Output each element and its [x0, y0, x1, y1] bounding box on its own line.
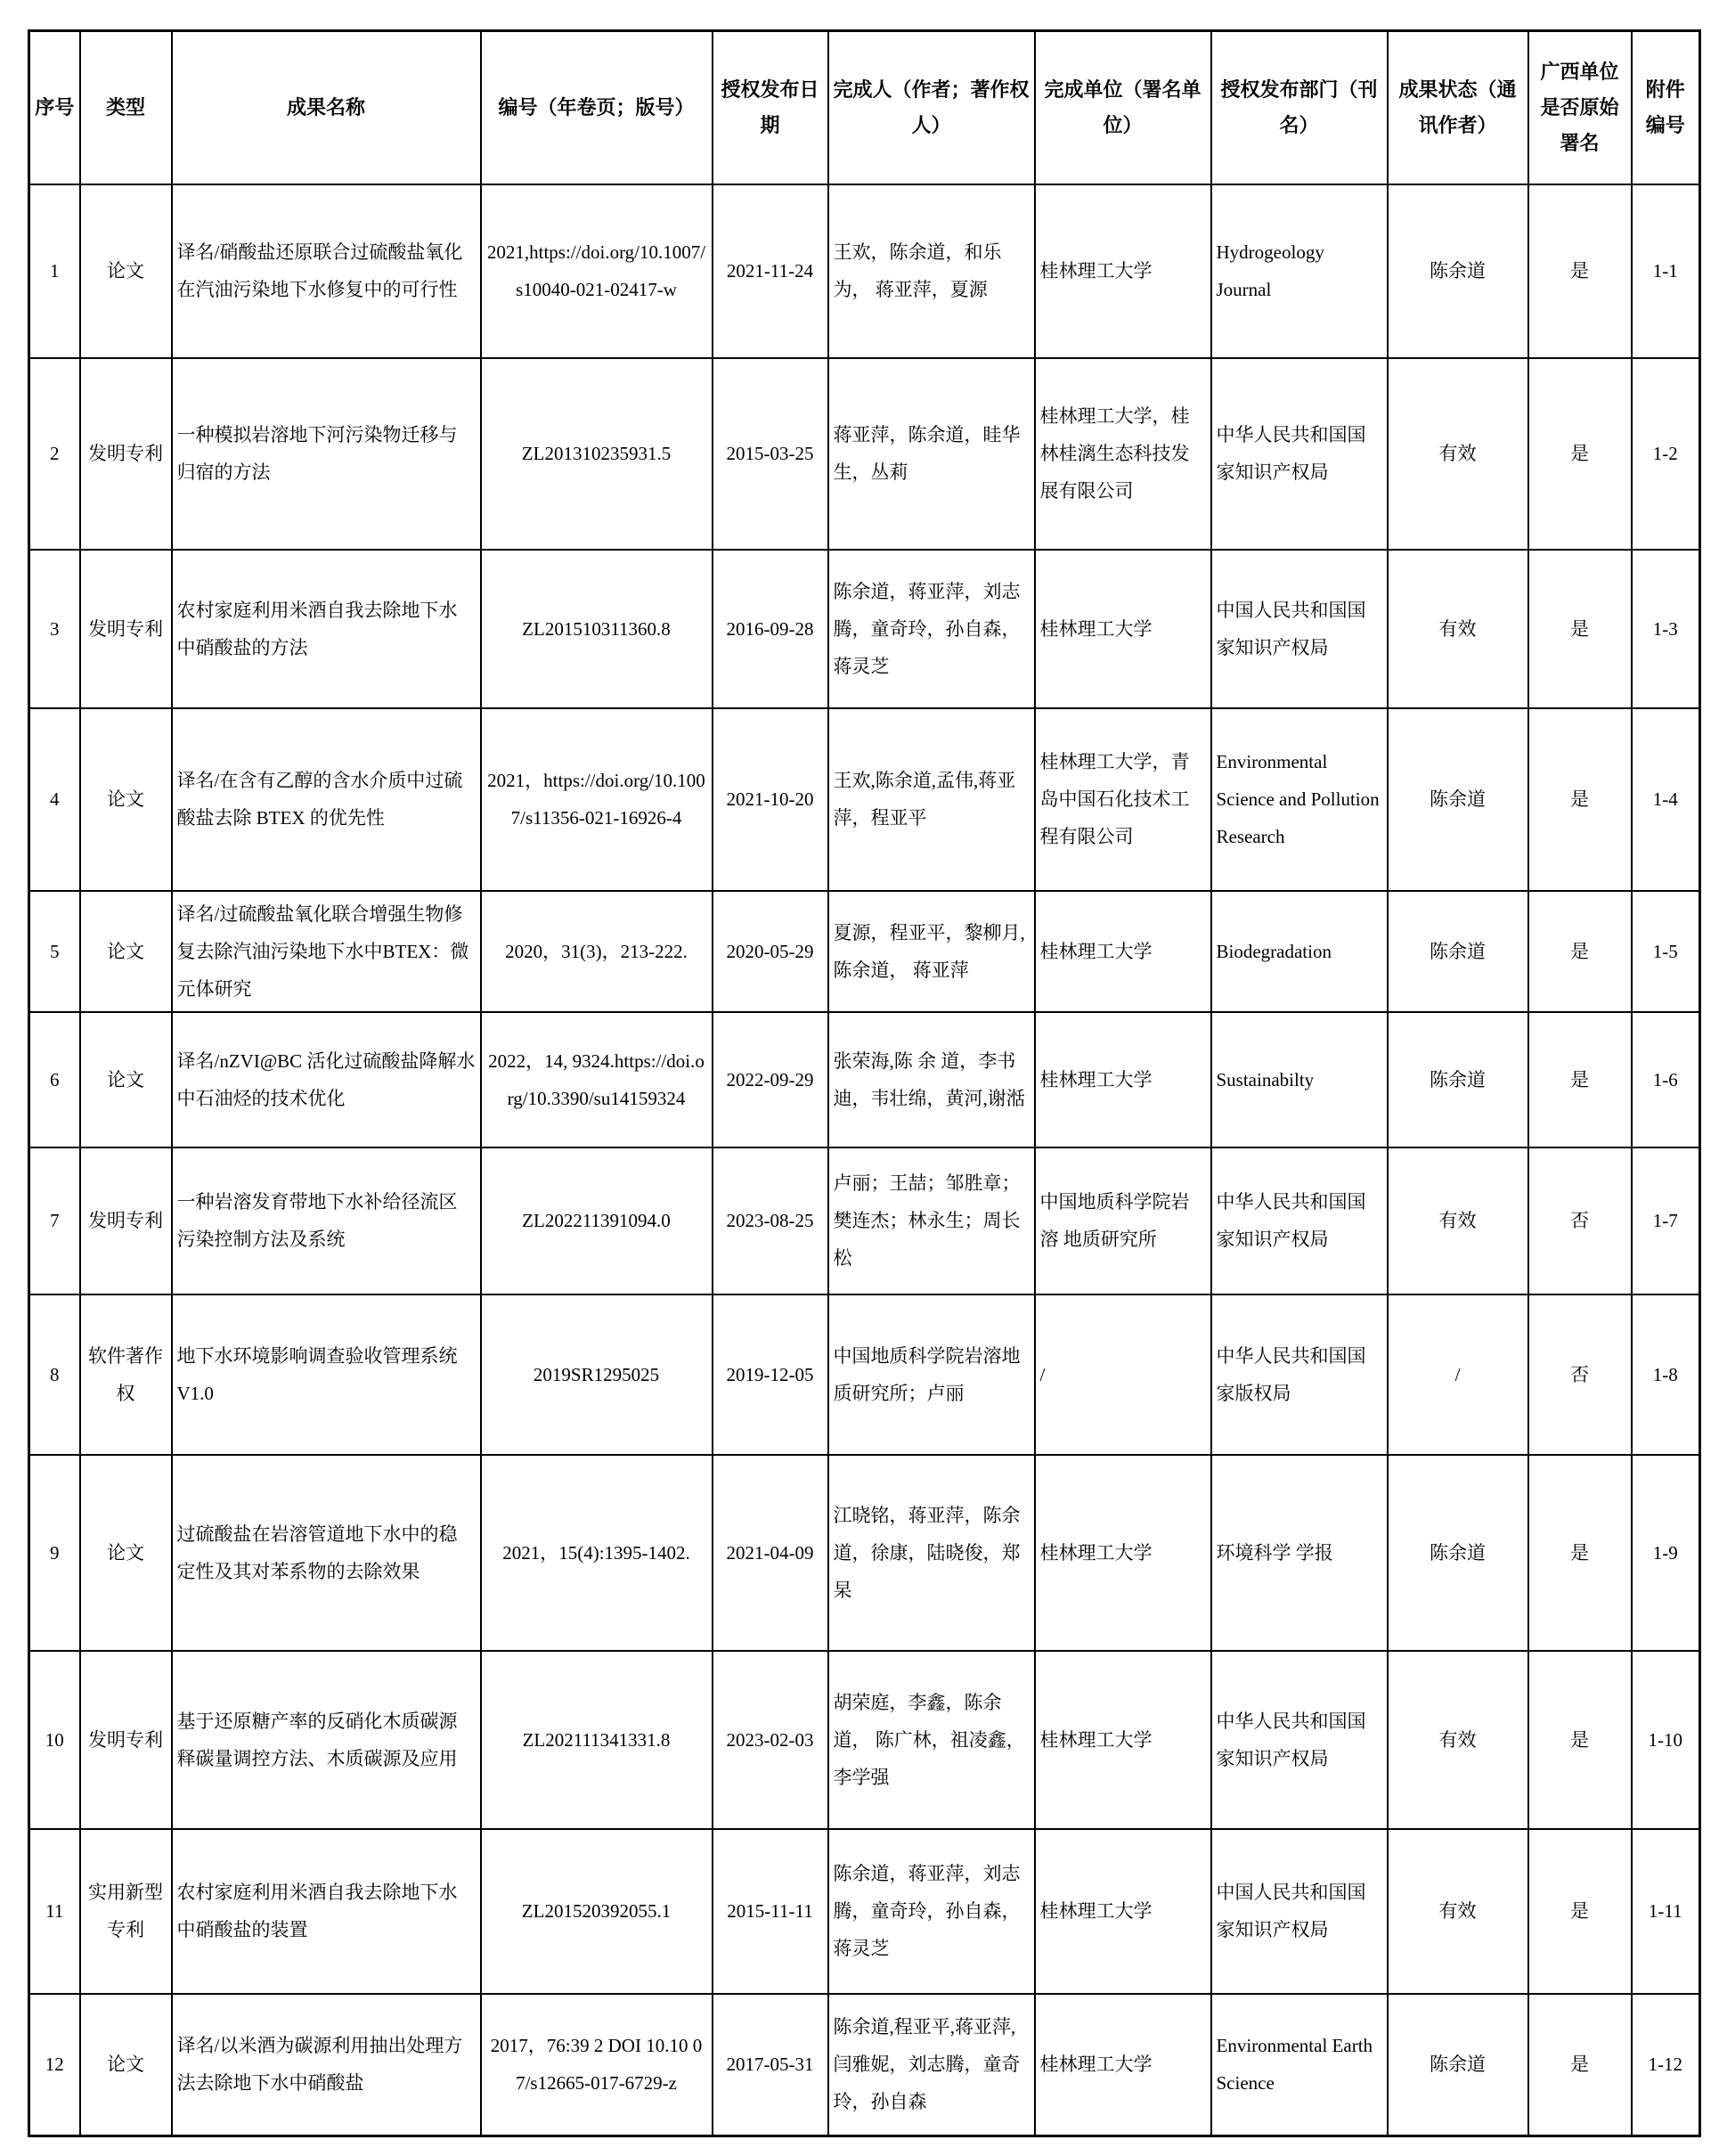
cell-guangxi: 否: [1528, 1147, 1632, 1294]
cell-name: 基于还原糖产率的反硝化木质碳源释碳量调控方法、木质碳源及应用: [172, 1651, 481, 1829]
cell-authors: 蒋亚萍，陈余道，眭华生，丛莉: [828, 358, 1035, 550]
cell-status: 陈余道: [1388, 708, 1528, 891]
cell-attachment: 1-9: [1632, 1455, 1700, 1651]
cell-name: 农村家庭利用米酒自我去除地下水中硝酸盐的装置: [172, 1829, 481, 1994]
cell-status: 陈余道: [1388, 1012, 1528, 1147]
cell-authors: 夏源，程亚平，黎柳月,陈余道， 蒋亚萍: [828, 891, 1035, 1012]
cell-number: 2022，14, 9324.https://doi.org/10.3390/su14159324: [481, 1012, 713, 1147]
cell-attachment: 1-7: [1632, 1147, 1700, 1294]
header-type: 类型: [80, 31, 172, 184]
table-row: [29, 184, 1700, 358]
table-row: [29, 358, 1700, 550]
table-row: [29, 708, 1700, 891]
cell-authors: 中国地质科学院岩溶地质研究所；卢丽: [828, 1294, 1035, 1455]
cell-name: 一种模拟岩溶地下河污染物迁移与归宿的方法: [172, 358, 481, 550]
header-authors: 完成人（作者；著作权人）: [828, 31, 1035, 184]
cell-department: 环境科学 学报: [1211, 1455, 1388, 1651]
cell-attachment: 1-11: [1632, 1829, 1700, 1994]
cell-authors: 王欢，陈余道，和乐为， 蒋亚萍，夏源: [828, 184, 1035, 358]
cell-no: 4: [29, 708, 80, 891]
cell-authors: 陈余道,程亚平,蒋亚萍,闫雅妮，刘志腾，童奇玲，孙自森: [828, 1994, 1035, 2136]
cell-date: 2023-02-03: [713, 1651, 828, 1829]
cell-name: 译名/过硫酸盐氧化联合增强生物修复去除汽油污染地下水中BTEX：微元体研究: [172, 891, 481, 1012]
cell-units: 桂林理工大学: [1035, 550, 1211, 708]
cell-authors: 江晓铭，蒋亚萍，陈余道，徐康，陆晓俊，郑杲: [828, 1455, 1035, 1651]
cell-units: 桂林理工大学: [1035, 1651, 1211, 1829]
cell-no: 5: [29, 891, 80, 1012]
cell-units: 桂林理工大学: [1035, 1455, 1211, 1651]
cell-date: 2021-10-20: [713, 708, 828, 891]
cell-units: 桂林理工大学: [1035, 1012, 1211, 1147]
cell-attachment: 1-2: [1632, 358, 1700, 550]
cell-guangxi: 是: [1528, 891, 1632, 1012]
cell-department: Biodegradation: [1211, 891, 1388, 1012]
cell-authors: 陈余道，蒋亚萍，刘志腾，童奇玲，孙自森， 蒋灵芝: [828, 1829, 1035, 1994]
cell-type: 论文: [80, 1012, 172, 1147]
cell-attachment: 1-1: [1632, 184, 1700, 358]
cell-no: 12: [29, 1994, 80, 2136]
cell-name: 一种岩溶发育带地下水补给径流区污染控制方法及系统: [172, 1147, 481, 1294]
cell-number: 2017，76:39 2 DOI 10.10 07/s12665-017-6729-z: [481, 1994, 713, 2136]
table-row: [29, 1294, 1700, 1455]
cell-type: 发明专利: [80, 550, 172, 708]
cell-type: 发明专利: [80, 1651, 172, 1829]
cell-type: 论文: [80, 1455, 172, 1651]
cell-guangxi: 是: [1528, 184, 1632, 358]
cell-department: 中华人民共和国国家知识产权局: [1211, 1651, 1388, 1829]
cell-date: 2015-11-11: [713, 1829, 828, 1994]
cell-guangxi: 是: [1528, 1829, 1632, 1994]
cell-no: 6: [29, 1012, 80, 1147]
cell-attachment: 1-3: [1632, 550, 1700, 708]
cell-name: 译名/nZVI@BC 活化过硫酸盐降解水中石油烃的技术优化: [172, 1012, 481, 1147]
cell-number: ZL202111341331.8: [481, 1651, 713, 1829]
cell-status: 有效: [1388, 550, 1528, 708]
cell-date: 2023-08-25: [713, 1147, 828, 1294]
cell-name: 农村家庭利用米酒自我去除地下水中硝酸盐的方法: [172, 550, 481, 708]
cell-attachment: 1-5: [1632, 891, 1700, 1012]
cell-name: 译名/硝酸盐还原联合过硫酸盐氧化在汽油污染地下水修复中的可行性: [172, 184, 481, 358]
cell-date: 2021-04-09: [713, 1455, 828, 1651]
cell-guangxi: 是: [1528, 550, 1632, 708]
header-number: 编号（年卷页；版号）: [481, 31, 713, 184]
cell-units: 桂林理工大学: [1035, 1829, 1211, 1994]
cell-attachment: 1-6: [1632, 1012, 1700, 1147]
cell-department: Hydrogeology Journal: [1211, 184, 1388, 358]
cell-number: 2020，31(3)，213-222.: [481, 891, 713, 1012]
cell-guangxi: 是: [1528, 358, 1632, 550]
cell-type: 论文: [80, 1994, 172, 2136]
cell-status: 陈余道: [1388, 1994, 1528, 2136]
cell-type: 发明专利: [80, 358, 172, 550]
cell-type: 发明专利: [80, 1147, 172, 1294]
cell-department: 中国人民共和国国家知识产权局: [1211, 1829, 1388, 1994]
cell-department: 中华人民共和国国家知识产权局: [1211, 1147, 1388, 1294]
cell-department: Environmental Earth Science: [1211, 1994, 1388, 2136]
cell-name: 译名/在含有乙醇的含水介质中过硫酸盐去除 BTEX 的优先性: [172, 708, 481, 891]
results-tbody: [29, 184, 1700, 2136]
cell-number: ZL201510311360.8: [481, 550, 713, 708]
cell-type: 实用新型专利: [80, 1829, 172, 1994]
header-status: 成果状态（通讯作者）: [1388, 31, 1528, 184]
results-table: [28, 29, 1701, 2137]
cell-attachment: 1-10: [1632, 1651, 1700, 1829]
cell-type: 软件著作权: [80, 1294, 172, 1455]
table-row: [29, 1994, 1700, 2136]
cell-attachment: 1-4: [1632, 708, 1700, 891]
header-guangxi-signatory: 广西单位是否原始署名: [1528, 31, 1632, 184]
cell-date: 2020-05-29: [713, 891, 828, 1012]
cell-date: 2019-12-05: [713, 1294, 828, 1455]
cell-number: 2019SR1295025: [481, 1294, 713, 1455]
cell-type: 论文: [80, 708, 172, 891]
cell-no: 8: [29, 1294, 80, 1455]
cell-units: /: [1035, 1294, 1211, 1455]
cell-guangxi: 是: [1528, 1012, 1632, 1147]
cell-department: Environmental Science and Pollution Research: [1211, 708, 1388, 891]
cell-status: 有效: [1388, 1651, 1528, 1829]
header-date: 授权发布日期: [713, 31, 828, 184]
table-row: [29, 1829, 1700, 1994]
cell-units: 桂林理工大学，桂林桂漓生态科技发展有限公司: [1035, 358, 1211, 550]
table-row: [29, 891, 1700, 1012]
table-row: [29, 1455, 1700, 1651]
header-serial-number: 序号: [29, 31, 80, 184]
cell-no: 1: [29, 184, 80, 358]
cell-status: 有效: [1388, 1147, 1528, 1294]
cell-status: 陈余道: [1388, 1455, 1528, 1651]
cell-name: 译名/以米酒为碳源利用抽出处理方法去除地下水中硝酸盐: [172, 1994, 481, 2136]
cell-status: /: [1388, 1294, 1528, 1455]
cell-date: 2017-05-31: [713, 1994, 828, 2136]
cell-guangxi: 是: [1528, 708, 1632, 891]
cell-number: ZL202211391094.0: [481, 1147, 713, 1294]
cell-date: 2021-11-24: [713, 184, 828, 358]
cell-no: 2: [29, 358, 80, 550]
cell-guangxi: 是: [1528, 1994, 1632, 2136]
header-achievement-name: 成果名称: [172, 31, 481, 184]
cell-department: 中华人民共和国国家知识产权局: [1211, 358, 1388, 550]
cell-no: 3: [29, 550, 80, 708]
cell-number: 2021,https://doi.org/10.1007/s10040-021-02417-w: [481, 184, 713, 358]
cell-number: ZL201520392055.1: [481, 1829, 713, 1994]
table-row: [29, 1651, 1700, 1829]
table-header: [29, 31, 1700, 184]
cell-guangxi: 是: [1528, 1455, 1632, 1651]
cell-units: 桂林理工大学: [1035, 1994, 1211, 2136]
cell-date: 2022-09-29: [713, 1012, 828, 1147]
cell-type: 论文: [80, 891, 172, 1012]
cell-status: 陈余道: [1388, 184, 1528, 358]
cell-date: 2016-09-28: [713, 550, 828, 708]
cell-number: 2021，15(4):1395-1402.: [481, 1455, 713, 1651]
table-row: [29, 1147, 1700, 1294]
cell-name: 过硫酸盐在岩溶管道地下水中的稳定性及其对苯系物的去除效果: [172, 1455, 481, 1651]
cell-status: 有效: [1388, 358, 1528, 550]
cell-guangxi: 否: [1528, 1294, 1632, 1455]
table-row: [29, 1012, 1700, 1147]
header-department: 授权发布部门（刊名）: [1211, 31, 1388, 184]
header-attachment-number: 附件编号: [1632, 31, 1700, 184]
header-row: [29, 31, 1700, 184]
header-units: 完成单位（署名单位）: [1035, 31, 1211, 184]
cell-no: 9: [29, 1455, 80, 1651]
cell-status: 有效: [1388, 1829, 1528, 1994]
cell-no: 11: [29, 1829, 80, 1994]
cell-authors: 陈余道，蒋亚萍，刘志腾，童奇玲，孙自森，蒋灵芝: [828, 550, 1035, 708]
cell-type: 论文: [80, 184, 172, 358]
cell-units: 中国地质科学院岩溶 地质研究所: [1035, 1147, 1211, 1294]
cell-authors: 胡荣庭，李鑫，陈余道， 陈广林，祖凌鑫， 李学强: [828, 1651, 1035, 1829]
cell-units: 桂林理工大学: [1035, 891, 1211, 1012]
cell-date: 2015-03-25: [713, 358, 828, 550]
cell-department: 中华人民共和国国家版权局: [1211, 1294, 1388, 1455]
cell-name: 地下水环境影响调查验收管理系统 V1.0: [172, 1294, 481, 1455]
cell-units: 桂林理工大学: [1035, 184, 1211, 358]
cell-no: 10: [29, 1651, 80, 1829]
table-row: [29, 550, 1700, 708]
cell-department: Sustainabilty: [1211, 1012, 1388, 1147]
cell-authors: 卢丽；王喆；邹胜章；樊连杰；林永生；周长松: [828, 1147, 1035, 1294]
cell-no: 7: [29, 1147, 80, 1294]
cell-department: 中国人民共和国国家知识产权局: [1211, 550, 1388, 708]
cell-units: 桂林理工大学，青岛中国石化技术工程有限公司: [1035, 708, 1211, 891]
cell-number: 2021，https://doi.org/10.1007/s11356-021-16926-4: [481, 708, 713, 891]
cell-attachment: 1-8: [1632, 1294, 1700, 1455]
cell-guangxi: 是: [1528, 1651, 1632, 1829]
cell-authors: 王欢,陈余道,孟伟,蒋亚萍，程亚平: [828, 708, 1035, 891]
cell-status: 陈余道: [1388, 891, 1528, 1012]
cell-attachment: 1-12: [1632, 1994, 1700, 2136]
cell-authors: 张荣海,陈 余 道，李书迪，韦壮绵，黄河,谢湉: [828, 1012, 1035, 1147]
cell-number: ZL201310235931.5: [481, 358, 713, 550]
